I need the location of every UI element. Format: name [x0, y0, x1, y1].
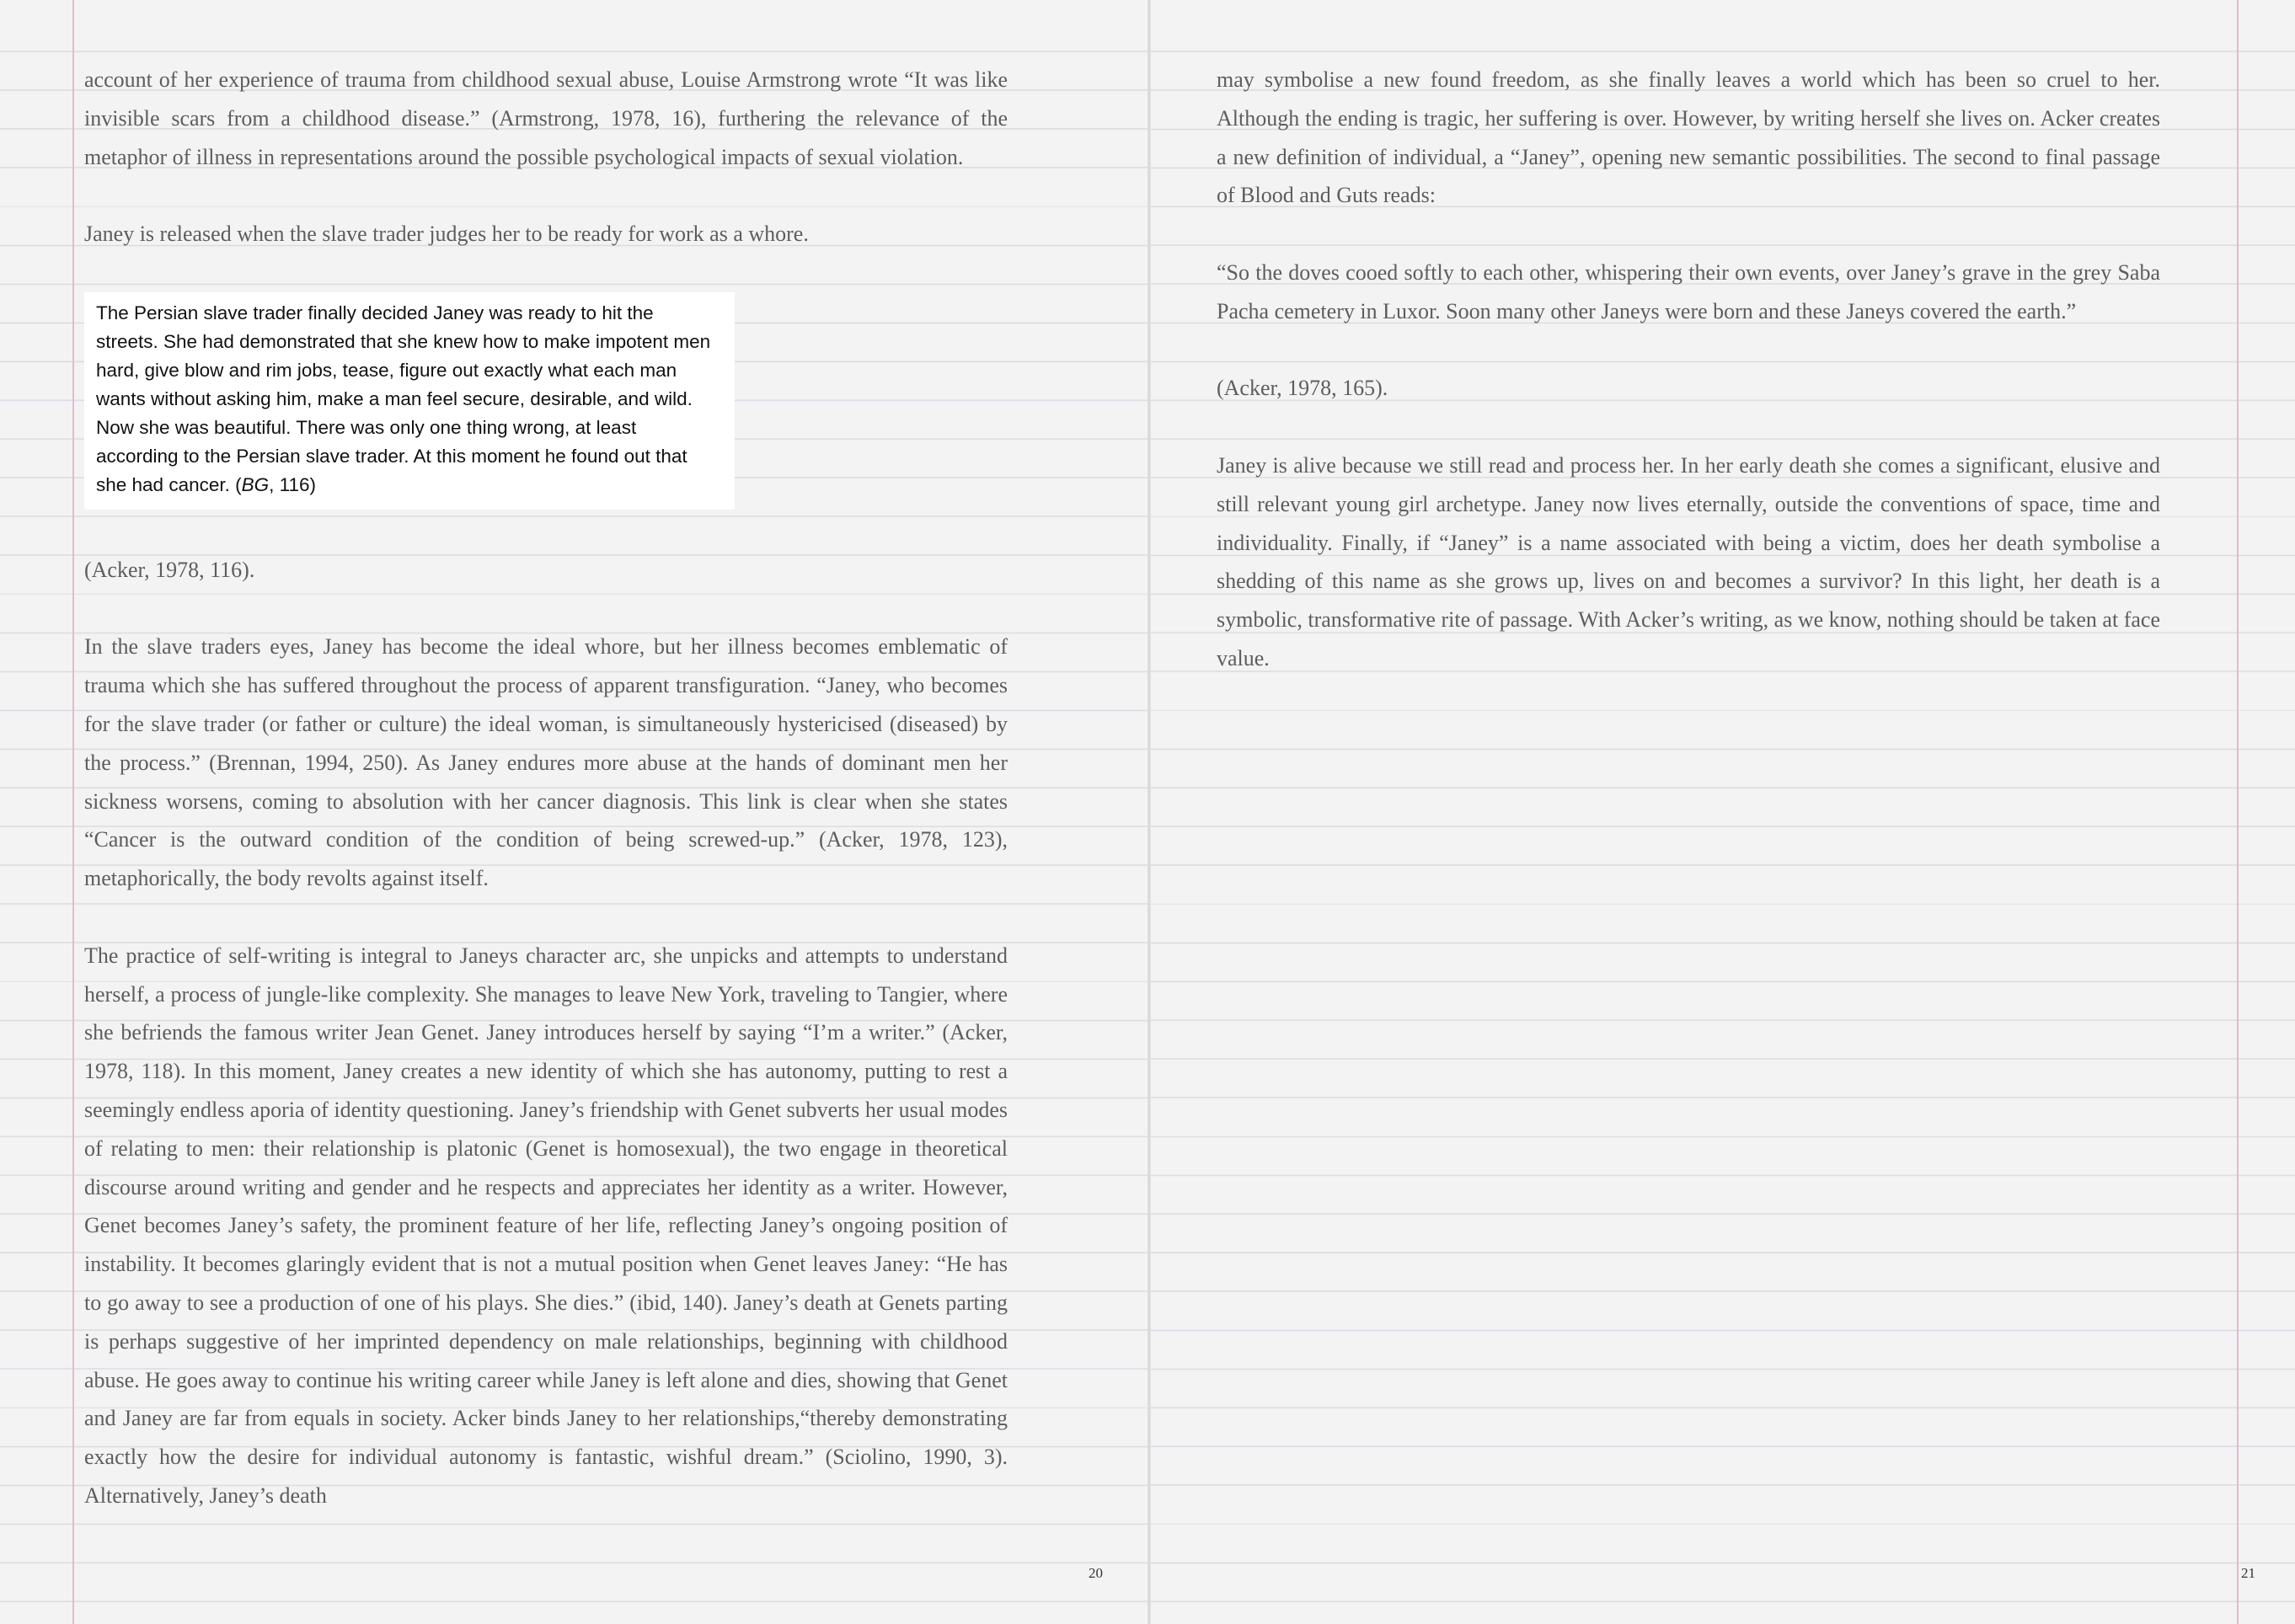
left-page-body	[84, 61, 1008, 1554]
block-quote-image	[84, 292, 735, 510]
citation: (Acker, 1978, 165).	[1217, 376, 1388, 401]
page-number: 20	[1089, 1565, 1103, 1581]
page-right	[1149, 0, 2295, 1624]
book-gutter	[1148, 0, 1151, 1624]
paragraph: account of her experience of trauma from childhood sexual abuse, Louise Armstrong wrote “It was like invisible scars from a childhood disease.” (Armstrong, 1978, 16), furthering the relevance of the metaphor of illness in representations around the possible psychological impacts of sexual violation.	[84, 67, 1008, 169]
margin-line	[2237, 0, 2239, 1624]
block-quote: “So the doves cooed softly to each other, whispering their own events, over Janey’s grave in the grey Saba Pacha cemetery in Luxor. Soon many other Janeys were born and these Janeys covered the earth.”	[1217, 259, 2160, 323]
quote-text: The Persian slave trader finally decided Janey was ready to hit the streets. She had demonstrated that she knew how to make impotent men hard, give blow and rim jobs, tease, figure out exactly what each man wants without asking him, make a man feel secure, desirable, and wild. Now she was beautiful. There was only one thing wrong, at least according to the Persian slave trader. At this moment he found out that she had cancer. (	[96, 302, 711, 495]
paragraph: The practice of self-writing is integral to Janeys character arc, she unpicks and attempts to understand herself, a process of jungle-like complexity. She manages to leave New York, traveling to Tangier, where she befriends the famous writer Jean Genet. Janey introduces herself by saying “I’m a writer.” (Acker, 1978, 118). In this moment, Janey creates a new identity of which she has autonomy, putting to rest a seemingly endless aporia of identity questioning. Janey’s friendship with Genet subverts her usual modes of relating to men: their relationship is platonic (Genet is homosexual), the two engage in theoretical discourse around writing and gender and he respects and appreciates her identity as a writer. However, Genet becomes Janey’s safety, the prominent feature of her life, reflecting Janey’s ongoing position of instability. It becomes glaringly evident that is not a mutual position when Genet leaves Janey: “He has to go away to see a production of one of his plays. She dies.” (ibid, 140). Janey’s death at Genets parting is perhaps suggestive of her imprinted dependency on male relationships, beginning with childhood abuse. He goes away to continue his writing career while Janey is left alone and dies, showing that Genet and Janey are far from equals in society. Acker binds Janey to her relationships,“thereby demonstrating exactly how the desire for individual autonomy is fantastic, wishful dream.” (Sciolino, 1990, 3). Alternatively, Janey’s death	[84, 943, 1008, 1508]
page-number: 21	[2241, 1565, 2255, 1581]
paragraph: may symbolise a new found freedom, as she finally leaves a world which has been so cruel to her. Although the ending is tragic, her suffering is over. However, by writing herself she lives on. Acker creates a new definition of individual, a “Janey”, opening new semantic possibilities. The second to final passage of Blood and Guts reads:	[1217, 67, 2160, 208]
citation: (Acker, 1978, 116).	[84, 557, 255, 582]
paragraph: Janey is alive because we still read and process her. In her early death she comes a significant, elusive and still relevant young girl archetype. Janey now lives eternally, outside the conventions of space, time and individuality. Finally, if “Janey” is a name associated with being a victim, does her death symbolise a shedding of this name as she grows up, lives on and becomes a survivor? In this light, her death is a symbolic, transformative rite of passage. With Acker’s writing, as we know, nothing should be taken at face value.	[1217, 452, 2160, 670]
margin-line	[72, 0, 74, 1624]
right-page-body	[1217, 61, 2160, 717]
paragraph: In the slave traders eyes, Janey has become the ideal whore, but her illness becomes emblematic of trauma which she has suffered throughout the process of apparent transfiguration. “Janey, who becomes for the slave trader (or father or culture) the ideal woman, is simultaneously hystericised (diseased) by the process.” (Brennan, 1994, 250). As Janey endures more abuse at the hands of dominant men her sickness worsens, coming to absolution with her cancer diagnosis. This link is clear when she states “Cancer is the outward condition of the condition of being screwed-up.” (Acker, 1978, 123), metaphorically, the body revolts against itself.	[84, 634, 1008, 891]
quote-ref-rest: , 116)	[269, 473, 316, 495]
quote-ref-italic: BG	[241, 473, 270, 495]
paragraph: Janey is released when the slave trader judges her to be ready for work as a whore.	[84, 222, 809, 247]
